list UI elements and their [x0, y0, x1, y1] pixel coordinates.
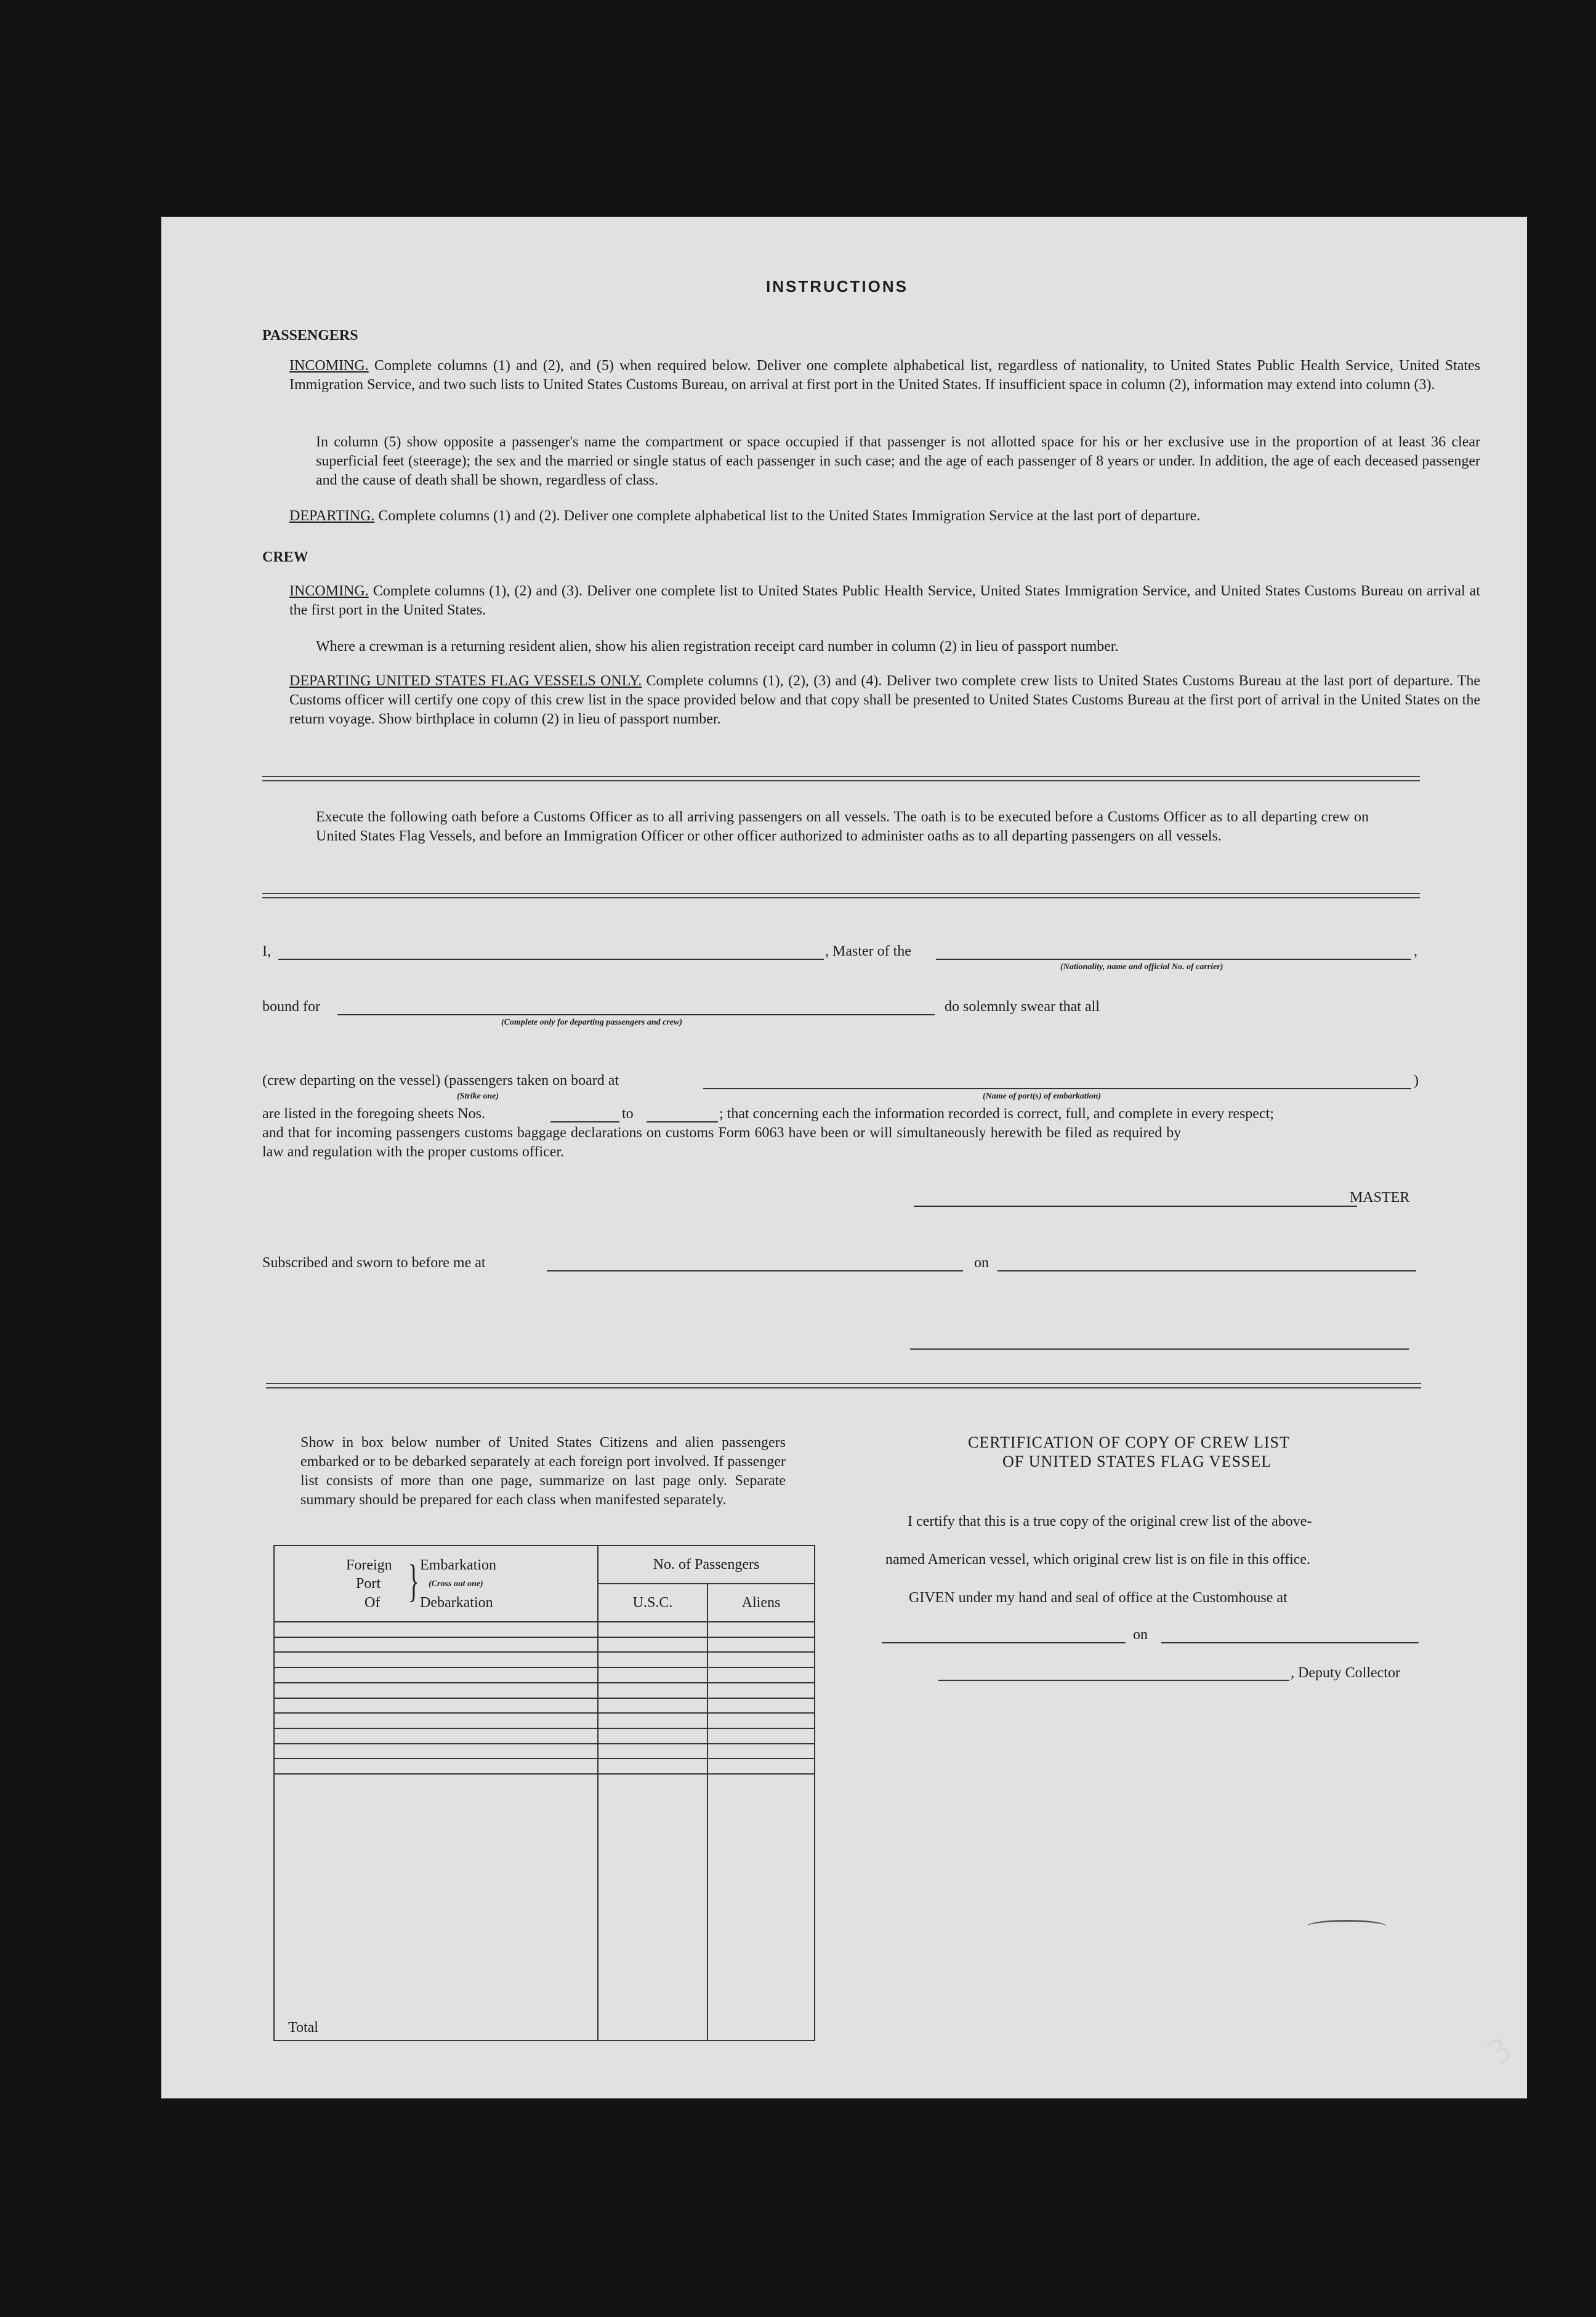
sheet-to-field[interactable]	[647, 1121, 718, 1122]
table-row	[274, 1728, 815, 1744]
summary-instructions: Show in box below number of United States Citizens and alien passengers embarked or to be debarked separately at each foreign port involved. If passenger list consists of more than one page, summarize on last page only. Separate summary should be prepared for each class when manifested separately.	[300, 1435, 786, 1508]
oath-master-label: MASTER	[1350, 1190, 1410, 1206]
oath-line3: law and regulation with the proper customs officer.	[262, 1144, 565, 1160]
certification-date-field[interactable]	[1161, 1642, 1419, 1643]
passenger-summary-table	[273, 1545, 815, 2041]
ports-note: (Name of port(s) of embarkation)	[983, 1092, 1102, 1101]
usc-header: U.S.C.	[598, 1584, 707, 1622]
table-row	[274, 1652, 815, 1667]
certification-on: on	[1133, 1627, 1148, 1643]
oath-listed: are listed in the foregoing sheets Nos.	[262, 1106, 485, 1122]
passengers-departing-text: Complete columns (1) and (2). Deliver one complete alphabetical list to the United States Immigration Service at the last port of departure.	[378, 508, 1201, 524]
passengers-departing	[289, 507, 1480, 526]
master-signature-field[interactable]	[914, 1206, 1357, 1207]
page-title: INSTRUCTIONS	[766, 277, 908, 296]
embarkation-label: Embarkation	[420, 1557, 496, 1573]
port-label: Port	[356, 1576, 381, 1592]
total-row	[274, 1774, 815, 2041]
table-row	[274, 1637, 815, 1653]
certification-deputy: , Deputy Collector	[1291, 1665, 1400, 1681]
brace-icon: }	[408, 1556, 419, 1606]
carrier-field[interactable]	[936, 959, 1411, 960]
divider	[262, 893, 1420, 898]
table-row	[274, 1713, 815, 1728]
total-label: Total	[274, 1774, 598, 2041]
aliens-header: Aliens	[707, 1584, 815, 1622]
officer-signature-field[interactable]	[910, 1348, 1409, 1350]
port-foreign-label: Foreign	[346, 1557, 392, 1573]
page-number: 3	[1479, 2029, 1521, 2075]
port-header-cell	[274, 1545, 598, 1622]
divider	[266, 1383, 1421, 1388]
debarkation-label: Debarkation	[420, 1595, 493, 1611]
certification-line-3: GIVEN under my hand and seal of office at the Customhouse at	[909, 1590, 1288, 1606]
deputy-collector-field[interactable]	[938, 1680, 1289, 1681]
passengers-column5: In column (5) show opposite a passenger's name the compartment or space occupied if that passenger is not allotted space for his or her exclusive use in the proportion of at least 36 clear superficial feet (steerage); the sex and the married or single status of each passenger in such case; and the age of each passenger of 8 years or under. In addition, the age of each deceased passenger and the cause of death shall be shown, regardless of class.	[316, 434, 1480, 488]
certification-line-2: named American vessel, which original crew list is on file in this office.	[885, 1552, 1311, 1568]
oath-crew-passengers: (crew departing on the vessel) (passengers taken on board at	[262, 1073, 619, 1089]
crew-incoming	[289, 582, 1480, 620]
port-of-label: Of	[365, 1595, 381, 1611]
crew-resident: Where a crewman is a returning resident alien, show his alien registration receipt card number in column (2) in lieu of passport number.	[316, 639, 1119, 655]
oath-line2: and that for incoming passengers customs baggage declarations on customs Form 6063 have been or will simultaneously herewith be filed as required by	[262, 1125, 1182, 1141]
cross-out-note: (Cross out one)	[429, 1579, 483, 1589]
oath-comma: ,	[1414, 943, 1417, 959]
passengers-incoming	[289, 357, 1480, 395]
oath-bound-for: bound for	[262, 999, 320, 1015]
carrier-note: (Nationality, name and official No. of carrier)	[1060, 962, 1223, 972]
sworn-place-field[interactable]	[547, 1270, 963, 1271]
table-row	[274, 1683, 815, 1698]
crew-flag-vessels	[289, 672, 1480, 729]
crew-incoming-label: INCOMING.	[289, 583, 369, 599]
oath-master-of: , Master of the	[825, 943, 911, 959]
oath-subscribed: Subscribed and sworn to before me at	[262, 1255, 486, 1271]
crew-incoming-text: Complete columns (1), (2) and (3). Deliver one complete list to United States Public Health Service, United States Immigration Service, and United States Customs Bureau on arrival at the first port in the United States.	[289, 583, 1480, 618]
table-row	[274, 1698, 815, 1714]
customhouse-field[interactable]	[882, 1642, 1126, 1643]
oath-to: to	[622, 1106, 634, 1122]
oath-listed-rest: ; that concerning each the information recorded is correct, full, and complete in every respect;	[719, 1106, 1274, 1122]
certification-title-2: OF UNITED STATES FLAG VESSEL	[1002, 1453, 1272, 1470]
oath-swear: do solemnly swear that all	[945, 999, 1100, 1015]
crew-flag-text: Complete columns (1), (2), (3) and (4). Deliver two complete crew lists to United States Customs Bureau at the last port of departure. The Customs officer will certify one copy of this crew list in the space provided below and that copy shall be presented to United States Customs Bureau at the first port of arrival in the United States on the return voyage. Show birthplace in column (2) in lieu of passport number.	[289, 673, 1481, 727]
crew-heading: CREW	[262, 549, 308, 565]
table-row	[274, 1622, 815, 1637]
certification-title-1: CERTIFICATION OF COPY OF CREW LIST	[968, 1433, 1290, 1451]
oath-on: on	[974, 1255, 989, 1271]
form-page	[161, 217, 1527, 2098]
bound-for-field[interactable]	[337, 1014, 935, 1015]
bound-note: (Complete only for departing passengers and crew)	[501, 1018, 682, 1027]
divider	[262, 776, 1420, 781]
table-row	[274, 1667, 815, 1683]
table-row	[274, 1744, 815, 1759]
table-row	[274, 1759, 815, 1774]
passengers-incoming-text: Complete columns (1) and (2), and (5) when required below. Deliver one complete alphabetical list, regardless of nationality, to United States Public Health Service, United States Immigration Service, and two such lists to United States Customs Bureau, on arrival at first port in the United States. If insufficient space in column (2), information may extend into column (3).	[289, 358, 1481, 393]
oath-instructions: Execute the following oath before a Customs Officer as to all arriving passengers on all vessels. The oath is to be executed before a Customs Officer as to all departing crew on United States Flag Vessels, and before an Immigration Officer or other officer authorized to administer oaths as to all departing passengers on all vessels.	[316, 809, 1369, 844]
certification-line-1: I certify that this is a true copy of the original crew list of the above-	[908, 1513, 1312, 1529]
embarkation-ports-field[interactable]	[703, 1088, 1411, 1089]
master-name-field[interactable]	[278, 959, 824, 960]
passengers-departing-label: DEPARTING.	[289, 508, 375, 524]
strike-one-note: (Strike one)	[457, 1092, 499, 1101]
seal-mark-icon	[1307, 1920, 1387, 1933]
sworn-date-field[interactable]	[997, 1270, 1416, 1271]
oath-close-paren: )	[1414, 1073, 1419, 1089]
no-passengers-header: No. of Passengers	[598, 1545, 815, 1584]
passengers-incoming-label: INCOMING.	[289, 358, 369, 374]
crew-flag-label: DEPARTING UNITED STATES FLAG VESSELS ONLY.	[289, 673, 642, 689]
oath-i: I,	[262, 943, 271, 959]
passengers-heading: PASSENGERS	[262, 328, 358, 344]
sheet-from-field[interactable]	[550, 1121, 619, 1122]
